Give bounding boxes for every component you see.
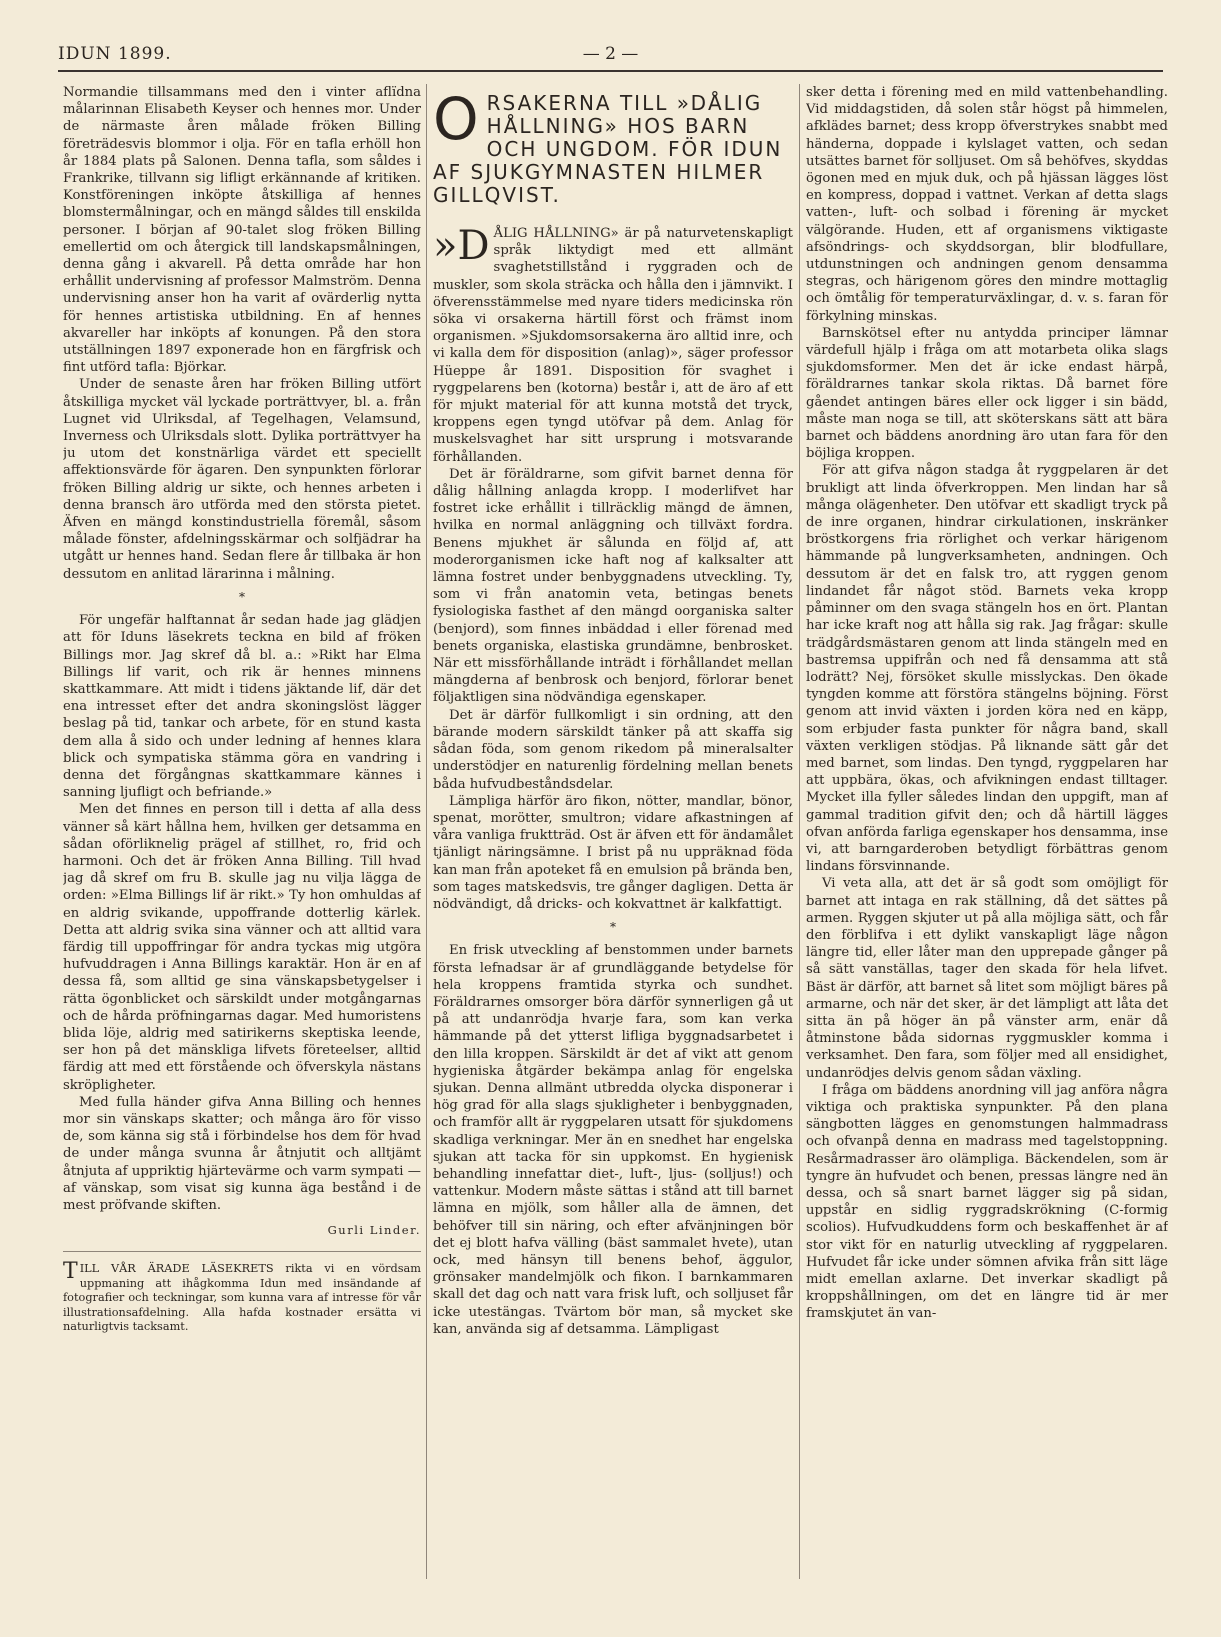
article-paragraph: Normandie tillsammans med den i vinter aflïdna målarinnan Elisabeth Keyser och hennes mor. Under de närmaste åren målade fröken Billing företrädesvis blommor i olja. För en tafla erhöll hon år 1884 plats på Salonen. Denna tafla, som såldes i Frankrike, tillvann sig lifligt erkännande af kritiken. Konstföreningen inköpte åtskilliga af hennes blomstermålningar, och en mängd såldes till enskilda personer. I början af 90-talet slog fröken Billing emellertid om och återgick till landskapsmålningen, denna gång i akvarell. På detta område har hon erhållit undervisning af professor Malmström. Denna undervisning anser hon ha varit af ovärderlig nytta för hennes artistiska utbildning. En af hennes akvareller har inköpts af konungen. På den stora utställningen 1897 exponerade hon en färgfrisk och fint utförd tafla: Björkar. [63,85,421,376]
column-1 [63,84,421,1579]
column-divider [426,84,427,1579]
article-paragraph: Det är därför fullkomligt i sin ordning, att den bärande modern särskildt tänker på att skaffa sig sådan föda, som genom rikedom på mineralsalter understödjer en naturenlig fördelning mellan benets båda hufvudbeståndsdelar. [433,707,793,792]
page-header [58,44,1163,70]
section-separator: * [610,920,616,935]
title-text: RSAKERNA TILL »DÅLIG HÅLLNING» HOS BARN OCH UNGDOM. FÖR IDUN AF SJUKGYMNASTEN HILMER GILLQVIST. [433,91,783,207]
article-paragraph: Med fulla händer gifva Anna Billing och hennes mor sin vänskaps skatter; och många äro för visso de, som känna sig stå i förbindelse hos dem för hvad de under många svunna år åtnjutit och alltjämt åtnjuta af uppriktig hjärtevärme och varm sympati — af vänskap, som visat sig kunna äga bestånd i de mest pröfvande skiften. [63,1094,421,1213]
author-signature: Gurli Linder. [327,1223,421,1238]
article-paragraph: I fråga om bäddens anordning vill jag anföra några viktiga och praktiska synpunkter. På den plana sängbotten lägges en genomstungen halmmadrass och ofvanpå denna en madrass med tagelstoppning. Resårmadrasser äro olämpliga. Bäckendelen, som är tyngre än hufvudet och benen, pressas längre ned än dessa, och så snart barnet lägger sig på sidan, uppstår en sidlig ryggradskrökning (C-formig scolios). Hufvudkuddens form och beskaffenhet är af stor vikt för en naturlig utveckling af ryggpelaren. Hufvudet får icke under sömnen afvika från sitt läge midt emellan axlarne. Det inverkar skadligt på kroppshållningen, om det en längre tid är mer framskjutet än van- [806,1082,1168,1322]
journal-title: IDUN 1899. [58,44,172,64]
article-paragraph: Vi veta alla, att det är så godt som omöjligt för barnet att intaga en rak ställning, då det sättes på armen. Ryggen skjuter ut på alla möjliga sätt, och får den förblifva i ett dylikt vanskapligt läge någon längre tid, eller låter man den upprepade gånger på så sätt vanställas, tager den skada för hela lifvet. Bäst är därför, att barnet så litet som möjligt bäres på armarne, och när det sker, är det lämpligt att låta det sitta än på höger än på vänster arm, enär då åtminstone båda sidornas ryggmuskler komma i verksamhet. Den fara, som följer med all ensidighet, undanrödjes delvis genom sådan växling. [806,876,1168,1081]
column-divider [799,84,800,1579]
article-paragraph: För ungefär halftannat år sedan hade jag glädjen att för Iduns läsekrets teckna en bild af fröken Billings mor. Jag skref då bl. a.: »Rikt har Elma Billings lif varit, och rik är hennes minnens skattkammare. Att midt i tidens jäktande lif, där det ena intresset efter det andra skoningslöst lägger beslag på tid, tankar och arbete, för en stund kasta dem alla å sido och under ledning af hennes klara blick och sympatiska stämma göra en vandring i denna det förgångnas skattkammare kännes i sanning ljufligt och befriande.» [63,613,421,801]
header-rule [58,70,1163,72]
notice-text: ILL VÅR ÄRADE LÄSEKRETS rikta vi en vördsam uppmaning att ihågkomma Idun med insändande af fotografier och teckningar, som kunna vara af intresse för vår illustrationsafdelning. Alla hafda kostnader ersätta vi naturligtvis tacksamt. [63,1262,421,1334]
article-paragraph: Barnskötsel efter nu antydda principer lämnar värdefull hjälp i fråga om att motarbeta olika slags sjukdomsformer. Men det är icke endast härpå, föräldrarnes tankar skola riktas. Då barnet före gåendet antingen bäres eller ock ligger i sin bädd, måste man noga se till, att sköterskans sätt att bära barnet och bäddens anordning äro utan fara för den böjliga kroppen. [806,325,1168,462]
reader-notice [63,1251,421,1335]
column-3 [806,84,1168,1579]
article-paragraph: Det är föräldrarne, som gifvit barnet denna för dålig hållning anlagda kropp. I moderlifvet har fostret icke erhållit i tillräcklig mängd de ämnen, hvilka en normal anläggning och tillväxt fordra. Benens mjukhet är sålunda en följd af, att moderorganismen icke haft nog af kalksalter att lämna fostret under benbyggnadens utveckling. Ty, som vi från anatomin veta, betingas benets fysiologiska fasthet af den mängd oorganiska salter (benjord), som finnes inbäddad i eller förenad med benets organiska, elastiska grundämne, benbrosket. När ett missförhållande inträdt i förhållandet mellan mängderna af benbrosk och benjord, förlorar benet följaktligen sina nödvändiga egenskaper. [433,466,793,706]
article-title [433,85,793,207]
article-paragraph: Lämpliga härför äro fikon, nötter, mandlar, bönor, spenat, morötter, smultron; vidare afkastningen af våra vanliga fruktträd. Ost är äfven ett för ändamålet tjänligt näringsämne. I brist på nu uppräknad föda kan man från apoteket få en emulsion på brända ben, som tages matskedsvis, tre gånger dagligen. Detta är nödvändigt, då dricks- och kokvattnet är kalkfattigt. [433,793,793,912]
lead-text: ÅLIG HÅLLNING» är på naturvetenskapligt språk liktydigt med ett allmänt svaghetstillstånd i ryggraden och de muskler, som skola sträcka och hålla den i jämnvikt. I öfverensstämmelse med nyare tiders medicinska rön söka vi orsakerna härtill först och främst inom organismen. »Sjukdomsorsakerna äro alltid inre, och vi kalla dem för disposition (anlag)», säger professor Hüeppe år 1891. Disposition för svaghet i ryggpelarens ben (kotorna) består i, att de äro af ett för mjukt material för att kunna motstå det tryck, kroppens egen tyngd utöfvar på dem. Anlag för muskelsvaghet har sitt ursprung i motsvarande förhållanden. [433,226,793,465]
title-initial: O [433,85,481,153]
lead-initial: »D [433,223,490,269]
notice-initial: T [63,1259,78,1285]
article-paragraph: sker detta i förening med en mild vattenbehandling. Vid middagstiden, då solen står högst på himmelen, afklädes barnet; dess kropp öfverstrykes snabbt med händerna, doppade i kylslaget vatten, och sedan utsättes barnet för solljuset. Om så behöfves, skyddas ögonen med en mjuk duk, och på hjässan lägges löst en kompress, doppad i vattnet. Verkan af detta slags vatten-, luft- och solbad i förening är mycket välgörande. Huden, ett af organismens viktigaste afsöndrings- och skyddsorgan, blir blodfullare, utdunstningen och andningen genom densamma stegras, och härigenom göres den mindre mottaglig och ömtålig för temperaturväxlingar, d. v. s. faran för förkylning minskas. [806,85,1168,324]
article-lead [433,225,793,466]
article-paragraph: Under de senaste åren har fröken Billing utfört åtskilliga mycket väl lyckade porträttvyer, bl. a. från Lugnet vid Ulriksdal, af Tegelhagen, Velamsund, Inverness och Ulriksdals slott. Dylika porträttvyer ha ju utom det konstnärliga värdet ett speciellt affektionsvärde för ägaren. Den synpunkten förlorar fröken Billing aldrig ur sikte, och hennes arbeten i denna bransch äro utförda med den största pietet. Äfven en mängd konstindustriella föremål, såsom målade fönster, afdelningsskärmar och solfjädrar ha utgått ur hennes hand. Sedan flere år tillbaka är hon dessutom en anlitad lärarinna i målning. [63,377,421,582]
column-2 [433,84,793,1579]
article-paragraph: Men det finnes en person till i detta af alla dess vänner så kärt hållna hem, hvilken ger detsamma en sådan oförliknelig prägel af stillhet, ro, frid och harmoni. Och det är fröken Anna Billing. Till hvad jag då skref om fru B. skulle jag nu vilja lägga de orden: »Elma Billings lif är rikt.» Ty hon omhuldas af en aldrig svikande, uppoffrande dotterlig kärlek. Detta att aldrig svika sina vänner och att alltid vara färdig till uppoffringar för andra tyckas mig utgöra hufvuddragen i Anna Billings karaktär. Hon är en af dessa få, som alltid ge sina vänskapsbetygelser i rätta ögonblicket och särskildt under motgångarnas och de hårda pröfningarnas dagar. Med humoristens blida löje, aldrig med satirikerns skeptiska leende, ser hon på det mänskliga lifvets företeelser, alltid färdig att med ett förstående och öfverskyla nästans skröpligheter. [63,802,421,1093]
article-paragraph: En frisk utveckling af benstommen under barnets första lefnadsar är af grundläggande betydelse för hela kroppens framtida styrka och sundhet. Föräldrarnes omsorger böra därför synnerligen gå ut på att undanrödja hvarje fara, som kan verka hämmande på det ytterst lifliga byggnadsarbetet i den lilla kroppen. Särskildt är det af vikt att genom hygieniska åtgärder bekämpa anlag för engelska sjukan. Denna allmänt utbredda olycka disponerar i hög grad för alla slags sjukligheter i benbyggnaden, och framför allt är ryggpelaren utsatt för sjukdomens skadliga verkningar. Mer än en snedhet har engelska sjukan att tacka för sin uppkomst. En hygienisk behandling innefattar diet-, luft-, ljus- (solljus!) och vattenkur. Modern måste sättas i stånd att till barnet lämna en mjölk, som håller alla de ämnen, det behöfver till sin näring, och efter afvänjningen bör det ej blott hafva välling (bäst sammalet hvete), utan ock, med hänsyn till benens behof, äggulor, grönsaker mandelmjölk och fikon. I barnkammaren skall det dag och natt vara frisk luft, och solljuset får icke utestängas. Tvärtom bör man, så mycket ske kan, använda sig af detsamma. Lämpligast [433,943,793,1337]
article-paragraph: För att gifva någon stadga åt ryggpelaren är det brukligt att linda öfverkroppen. Men lindan har så många olägenheter. Den utöfvar ett skadligt tryck på de inre organen, hindrar cirkulationen, inskränker bröstkorgens fria rörlighet och verkar härigenom hämmande på lungverksamheten, andningen. Och dessutom är det en falsk tro, att ryggen genom lindandet får något stöd. Barnets veka kropp påminner om den svaga stängeln hos en ört. Plantan har icke kraft nog att hålla sig rak. Jag frågar: skulle trädgårdsmästaren genom att linda stängeln med en bastremsa uppifrån och ned få densamma att stå lodrätt? Nej, försöket skulle misslyckas. Den ökade tyngden komme att förstöra stängelns böjning. Först genom att invid växten i jorden köra ned en käpp, som erbjuder fasta punkter för några band, skall växten verkligen stödjas. På liknande sätt går det med barnet, som lindas. Den tyngd, ryggpelaren har att uppbära, ökas, och afvikningen endast tilltager. Mycket illa fyller således lindan den uppgift, man af gammal tradition gifvit den; och då härtill lägges ofvan anförda farliga egenskaper hos densamma, inse vi, att barngarderoben betydligt förbättras genom lindans försvinnande. [806,463,1168,875]
section-separator: * [239,589,245,604]
page-number: — 2 — [582,44,639,64]
